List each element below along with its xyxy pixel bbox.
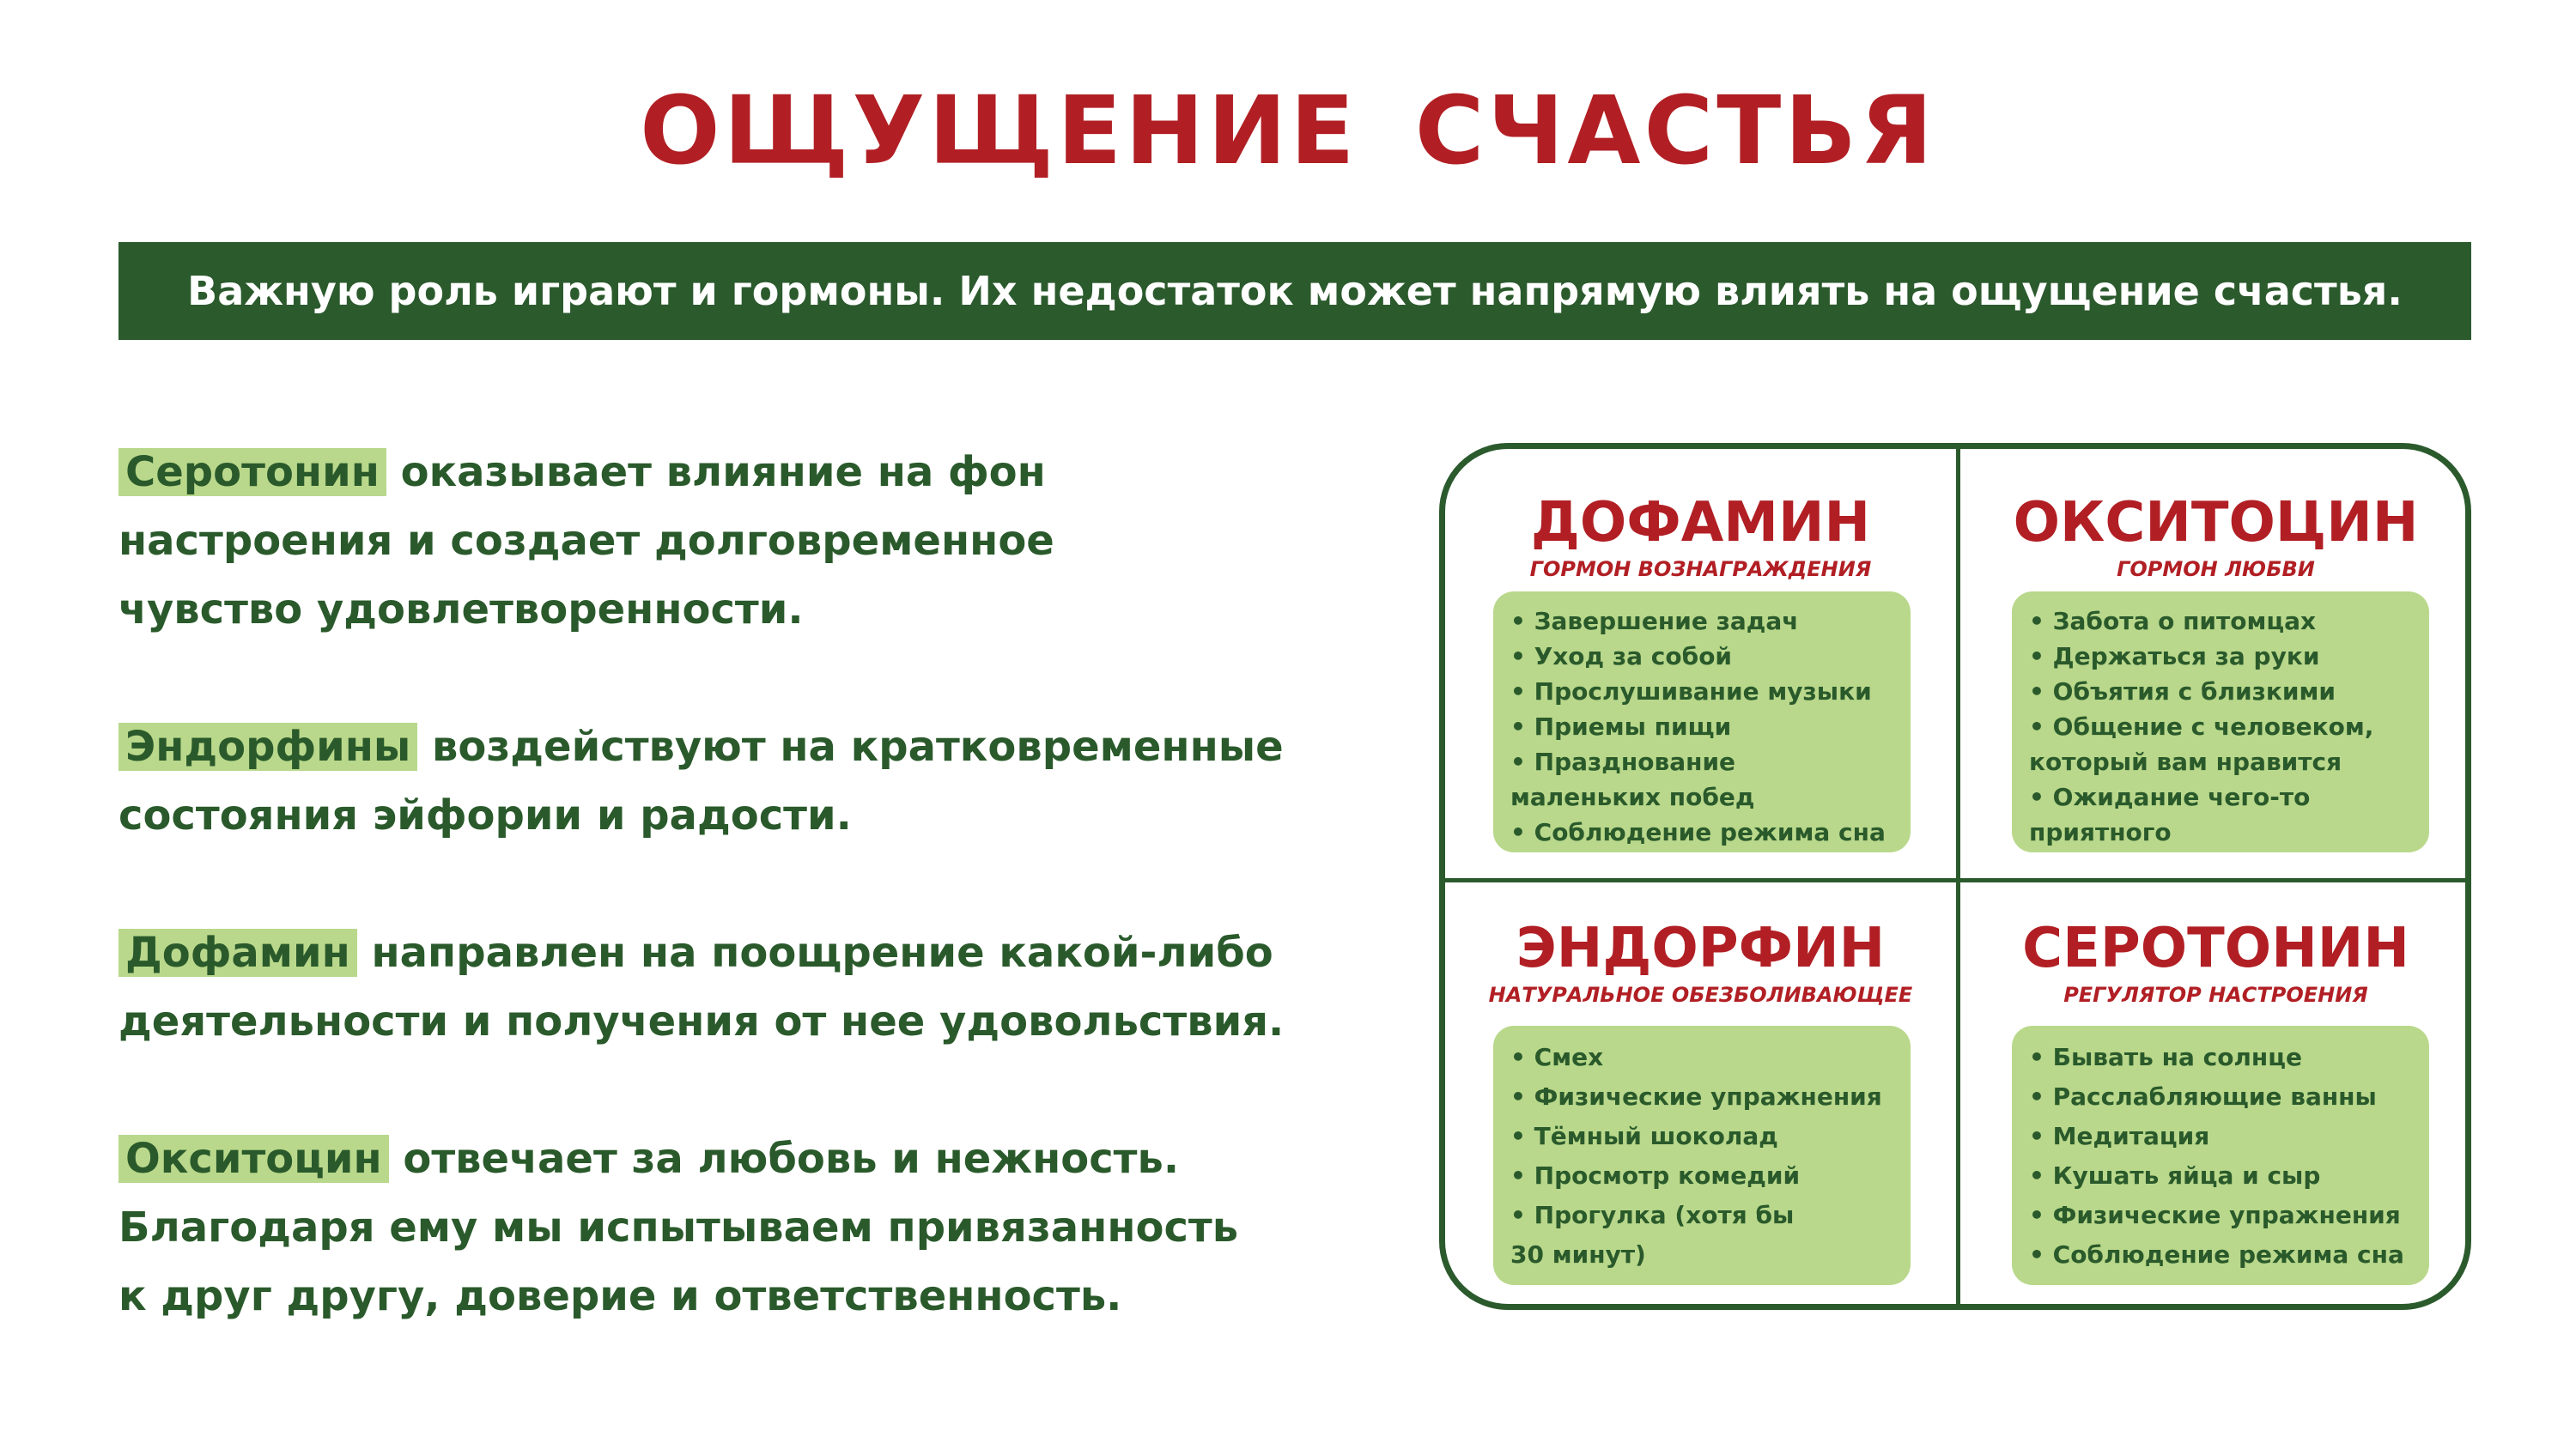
oxytocin-cell — [1960, 490, 2471, 583]
hormone-descriptions — [118, 438, 1372, 1399]
serotonin-cell — [1960, 916, 2471, 1009]
hormone-name: ЭНДОРФИН — [1516, 917, 1886, 980]
oxytocin-description — [118, 1125, 1372, 1331]
hormone-subtitle: ГОРМОН ЛЮБВИ — [2117, 557, 2315, 581]
grid-horizontal-divider — [1445, 878, 2465, 882]
hormone-name: СЕРОТОНИН — [2022, 917, 2409, 980]
description-text: воздействуют на кратковременные состояния эйфории и радости. — [118, 723, 1284, 840]
hormone-subtitle: НАТУРАЛЬНОЕ ОБЕЗБОЛИВАЮЩЕЕ — [1488, 983, 1913, 1007]
highlight-term: Эндорфины — [118, 723, 417, 771]
highlight-term: Серотонин — [118, 448, 386, 496]
description-text: направлен на поощрение какой-либо деятельности и получения от нее удовольствия. — [118, 929, 1285, 1046]
dopamine-cell — [1445, 490, 1956, 583]
endorphin-activities: • Смех • Физические упражнения • Тёмный шоколад • Просмотр комедий • Прогулка (хотя бы 30 минут) — [1493, 1026, 1911, 1285]
serotonin-activities: • Бывать на солнце • Расслабляющие ванны • Медитация • Кушать яйца и сыр • Физические упражнения • Соблюдение режима сна — [2012, 1026, 2429, 1285]
serotonin-description — [118, 438, 1372, 644]
hormone-name: ДОФАМИН — [1530, 491, 1871, 555]
hormone-name: ОКСИТОЦИН — [2013, 491, 2419, 555]
highlight-term: Дофамин — [118, 929, 357, 977]
hormone-grid — [1439, 443, 2471, 1310]
description-text: оказывает влияние на фон настроения и создает долговременное чувство удовлетворенности. — [118, 448, 1054, 634]
hormone-subtitle: ГОРМОН ВОЗНАГРАЖДЕНИЯ — [1529, 557, 1872, 581]
endorphins-description — [118, 712, 1372, 850]
highlight-term: Окситоцин — [118, 1135, 389, 1183]
page-title: ОЩУЩЕНИЕ СЧАСТЬЯ — [640, 76, 1936, 185]
dopamine-description — [118, 919, 1372, 1056]
hormone-subtitle: РЕГУЛЯТОР НАСТРОЕНИЯ — [2063, 983, 2368, 1007]
oxytocin-activities: • Забота о питомцах • Держаться за руки • Объятия с близкими • Общение с человеком, который вам нравится • Ожидание чего-то приятного — [2012, 591, 2429, 852]
dopamine-activities: • Завершение задач • Уход за собой • Прослушивание музыки • Приемы пищи • Празднование маленьких побед • Соблюдение режима сна — [1493, 591, 1911, 852]
intro-banner: Важную роль играют и гормоны. Их недостаток может напрямую влиять на ощущение счастья. — [118, 242, 2471, 340]
endorphin-cell — [1445, 916, 1956, 1009]
description-text: отвечает за любовь и нежность. Благодаря ему мы испытываем привязанность к друг другу, доверие и ответственность. — [118, 1135, 1239, 1320]
